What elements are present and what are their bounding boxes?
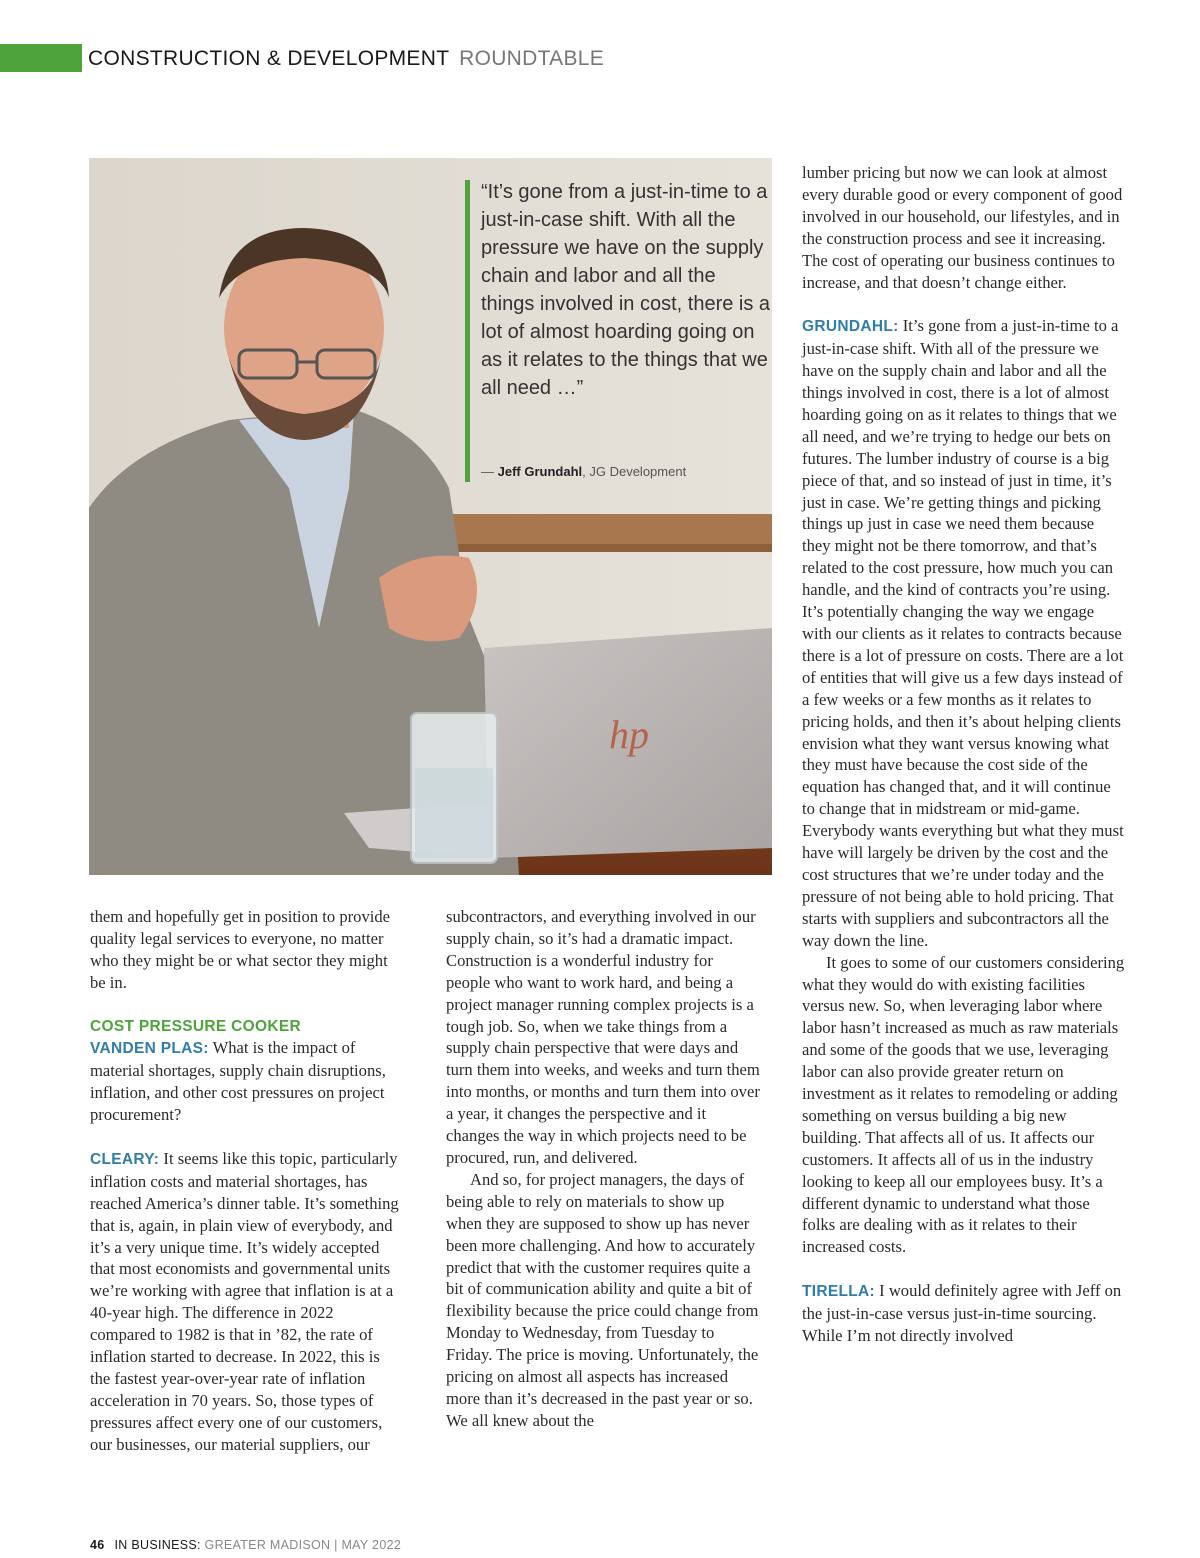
answer-paragraph bbox=[802, 1280, 1126, 1347]
section-heading: COST PRESSURE COOKER bbox=[90, 1017, 301, 1035]
header-accent-bar bbox=[0, 44, 82, 72]
paragraph: them and hopefully get in position to provide quality legal services to everyone, no matter who they might be or what sector they might be in. bbox=[90, 907, 391, 992]
speaker-text: I would definitely agree with Jeff on the just-in-case versus just-in-time sourcing. While I’m not directly involved bbox=[802, 1281, 1122, 1345]
answer-paragraph bbox=[90, 1148, 402, 1456]
speaker-label: CLEARY: bbox=[90, 1150, 160, 1168]
publication-edition: GREATER MADISON | MAY 2022 bbox=[200, 1538, 402, 1552]
speaker-text: It seems like this topic, particularly inflation costs and material shortages, has reached America’s dinner table. It’s something that is, again, in plain view of everybody, and it’s a very unique time. It’s widely accepted that most economists and governmental units we’re working with agree that inflation is at a 40-year high. The difference in 2022 compared to 1982 is that in ’82, the rate of inflation started to decrease. In 2022, this is the fastest year-over-year rate of inflation acceleration in 70 years. So, those types of pressures affect every one of our customers, our businesses, our material suppliers, our bbox=[90, 1148, 399, 1454]
section-title: CONSTRUCTION & DEVELOPMENT bbox=[88, 47, 449, 70]
pull-quote-attribution bbox=[481, 464, 686, 479]
attribution-name: Jeff Grundahl bbox=[497, 464, 583, 479]
column-3 bbox=[802, 162, 1126, 1347]
attribution-org: , JG Development bbox=[582, 464, 687, 479]
column-1 bbox=[90, 906, 402, 1456]
attribution-dash: — bbox=[481, 464, 498, 479]
page-footer bbox=[90, 1538, 401, 1552]
paragraph: subcontractors, and everything involved in our supply chain, so it’s had a dramatic impact. Construction is a wonderful industry for people who want to work hard, and being a project manager running complex projects is a tough job. So, when we take things from a supply chain perspective that were days and turn them into weeks, and weeks and turn them into months, or months and turn them into over a year, it changes the perspective and it changes the way in which projects need to be procured, run, and delivered. bbox=[446, 907, 760, 1167]
laptop-logo: hp bbox=[609, 712, 649, 757]
section-subtitle: ROUNDTABLE bbox=[459, 47, 605, 70]
paragraph: And so, for project managers, the days of being able to rely on materials to show up when they are supposed to show up has never been more challenging. And how to accurately predict that with the customer requires quite a bit of communication ability and quite a bit of flexibility because the price could change from Monday to Wednesday, from Tuesday to Friday. The price is moving. Unfortunately, the pricing on almost all aspects has increased more than it’s decreased in the past year or so. We all knew about the bbox=[446, 1169, 759, 1430]
pull-quote: “It’s gone from a just-in-time to a just-in-case shift. With all the pressure we have on the supply chain and labor and all the things involved in cost, there is a lot of almost hoarding going on as it relates to the things that we all need …” bbox=[481, 181, 771, 399]
answer-paragraph bbox=[802, 315, 1126, 951]
paragraph: It goes to some of our customers considering what they would do with existing facilities versus new. So, when leveraging labor where labor hasn’t increased as much as raw materials and some of the goods that we use, leveraging labor can also provide greater return on investment as it relates to remodeling or adding something on versus building a big new building. That affects all of us. It affects our customers. It affects all of us in the industry looking to keep all our employees busy. It’s a different dynamic to understand what those folks are dealing with as it relates to their increased costs. bbox=[802, 952, 1125, 1257]
column-2 bbox=[446, 906, 760, 1432]
paragraph: lumber pricing but now we can look at almost every durable good or every component of good involved in our household, our lifestyles, and in the construction process and see it increasing. The cost of operating our business continues to increase, and that doesn’t change either. bbox=[802, 163, 1123, 292]
question-paragraph bbox=[90, 1037, 402, 1126]
page-number: 46 bbox=[90, 1538, 105, 1552]
section-header bbox=[88, 45, 604, 73]
speaker-text: What is the impact of material shortages, supply chain disruptions, inflation, and other cost pressures on project procurement? bbox=[90, 1038, 386, 1125]
speaker-label: GRUNDAHL: bbox=[802, 318, 899, 336]
speaker-label: VANDEN PLAS: bbox=[90, 1040, 209, 1058]
pull-quote-bar bbox=[465, 180, 470, 482]
speaker-text: It’s gone from a just-in-time to a just-in-case shift. With all of the pressure we have on the supply chain and labor and all the things involved in cost, there is a lot of almost hoarding going on as it relates to things that we all need, and we’re trying to hedge our bets on futures. The lumber industry of course is a big piece of that, and so instead of just in time, it’s just in case. We’re getting things and picking things up just in case we need them because they might not be there tomorrow, and that’s related to the cost pressure, how much you can handle, and the kind of contracts you’re using. It’s potentially changing the way we engage with our clients as it relates to contracts because there is a lot of pressure on costs. There are a lot of entities that will give us a few days instead of a few weeks or a few months as it relates to pricing holds, and then it’s about helping clients envision what they want versus knowing what they must have because the cost side of the equation has changed that, and it will continue to change that in midstream or mid-game. Everybody wants everything but what they must have will largely be driven by the cost and the cost structures that we’re under today and the pressure of not being able to hold pricing. That starts with suppliers and subcontractors all the way down the line. bbox=[802, 316, 1124, 950]
speaker-label: TIRELLA: bbox=[802, 1283, 875, 1301]
publication-name: IN BUSINESS: bbox=[114, 1538, 201, 1552]
